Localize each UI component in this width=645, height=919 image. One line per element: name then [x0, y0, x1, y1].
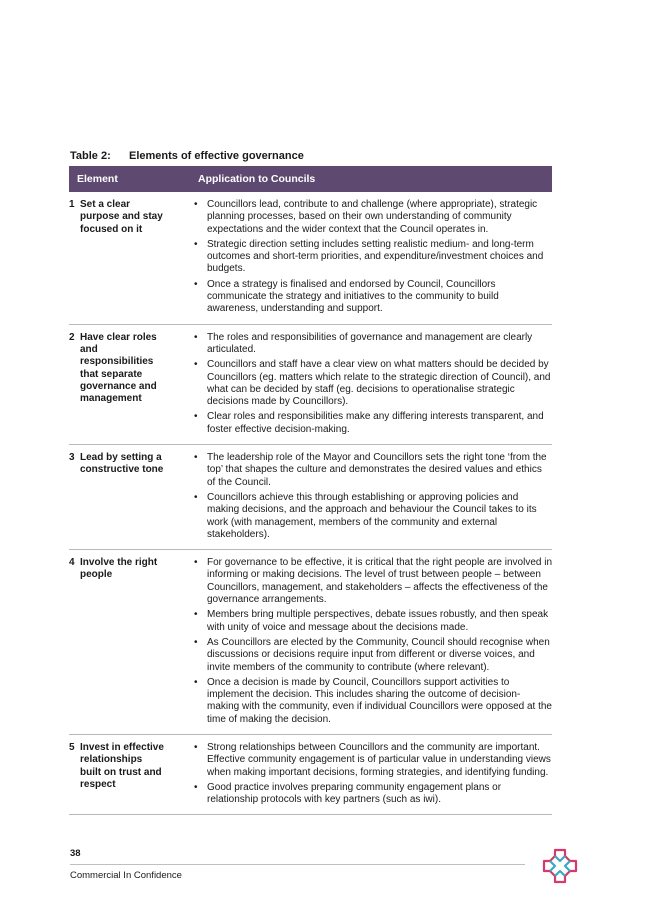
list-item: • Councillors and staff have a clear view on what matters should be decided by Councillors (eg. matters which relate to the strategic direction of Council), and what can be decided by staff (eg. decisions to operationalise strategic decisions made by Councillors).: [191, 359, 552, 408]
list-item: • Members bring multiple perspectives, debate issues robustly, and then speak with unity of voice and message about the decisions made.: [191, 609, 552, 634]
footer-divider: [70, 864, 525, 865]
table-caption: [70, 150, 304, 162]
application-cell: [191, 445, 552, 550]
element-name: Involve the right people: [80, 557, 158, 581]
table-body: [69, 192, 552, 815]
element-number: 4: [69, 557, 75, 569]
application-cell: [191, 324, 552, 444]
table-title: Elements of effective governance: [129, 150, 304, 162]
governance-table: [69, 166, 552, 815]
list-item: • Good practice involves preparing community engagement plans or relationship protocols with key partners (such as iwi).: [191, 782, 552, 807]
list-item: • For governance to be effective, it is critical that the right people are involved in informing or making decisions. The level of trust between people – between Councillors, management, and stakeholders – affects the effectiveness of the governance arrangements.: [191, 557, 552, 606]
application-cell: [191, 550, 552, 735]
application-cell: [191, 734, 552, 814]
table-row: [69, 550, 552, 735]
table-number: Table 2:: [70, 150, 111, 162]
application-cell: [191, 192, 552, 324]
header-application: Application to Councils: [191, 166, 552, 192]
element-name: Lead by setting a constructive tone: [80, 452, 164, 476]
list-item: • Strong relationships between Councillors and the community are important. Effective community engagement is of particular value in understanding views when making important decisions, forming strategies, and identifying funding.: [191, 742, 552, 779]
cross-knot-logo-icon: [542, 848, 578, 884]
element-cell: [69, 734, 191, 814]
bullet-list: [191, 742, 552, 806]
element-number: 2: [69, 331, 75, 343]
list-item: • Councillors lead, contribute to and challenge (where appropriate), strategic planning processes, based on their own understanding of community expectations and the wider context that the Council operates in.: [191, 199, 552, 236]
bullet-list: [191, 452, 552, 541]
element-cell: [69, 324, 191, 444]
list-item: • Once a decision is made by Council, Councillors support activities to implement the decision. This includes sharing the outcome of decision-making with the community, even if individual Councillors were opposed at the time of making the decision.: [191, 677, 552, 726]
table-row: [69, 192, 552, 324]
element-number: 1: [69, 199, 75, 210]
element-name: Set a clear purpose and stay focused on it: [80, 199, 163, 235]
bullet-list: [191, 199, 552, 316]
table-row: [69, 734, 552, 814]
list-item: • Strategic direction setting includes setting realistic medium- and long-term outcomes and short-term priorities, and expenditure/investment choices and budgets.: [191, 239, 552, 276]
element-cell: [69, 192, 191, 324]
confidentiality-label: Commercial In Confidence: [70, 870, 182, 881]
list-item: • Councillors achieve this through establishing or approving policies and making decisions, and the approach and behaviour the Council takes to its work (with management, members of the community and external stakeholders).: [191, 492, 552, 541]
bullet-list: [191, 332, 552, 436]
table-header-row: [69, 166, 552, 192]
list-item: • The leadership role of the Mayor and Councillors sets the right tone ‘from the top’ that shapes the culture and demonstrates the desired values and ethics of the Council.: [191, 452, 552, 489]
element-number: 3: [69, 452, 75, 464]
element-name: Invest in effective relationships built on trust and respect: [80, 741, 164, 790]
element-number: 5: [69, 741, 75, 753]
list-item: • Clear roles and responsibilities make any differing interests transparent, and foster effective decision-making.: [191, 411, 552, 436]
element-cell: [69, 445, 191, 550]
element-cell: [69, 550, 191, 735]
bullet-list: [191, 557, 552, 726]
table-row: [69, 324, 552, 444]
list-item: • Once a strategy is finalised and endorsed by Council, Councillors communicate the strategy and initiatives to the community to build awareness, understanding and support.: [191, 279, 552, 316]
page-number: 38: [70, 848, 81, 859]
list-item: • As Councillors are elected by the Community, Council should recognise when discussions or decisions require input from different or diverse voices, and invite members of the community to contribute (where relevant).: [191, 637, 552, 674]
table-row: [69, 445, 552, 550]
element-name: Have clear roles and responsibilities that separate governance and management: [80, 331, 157, 405]
header-element: Element: [69, 166, 191, 192]
list-item: • The roles and responsibilities of governance and management are clearly articulated.: [191, 332, 552, 357]
